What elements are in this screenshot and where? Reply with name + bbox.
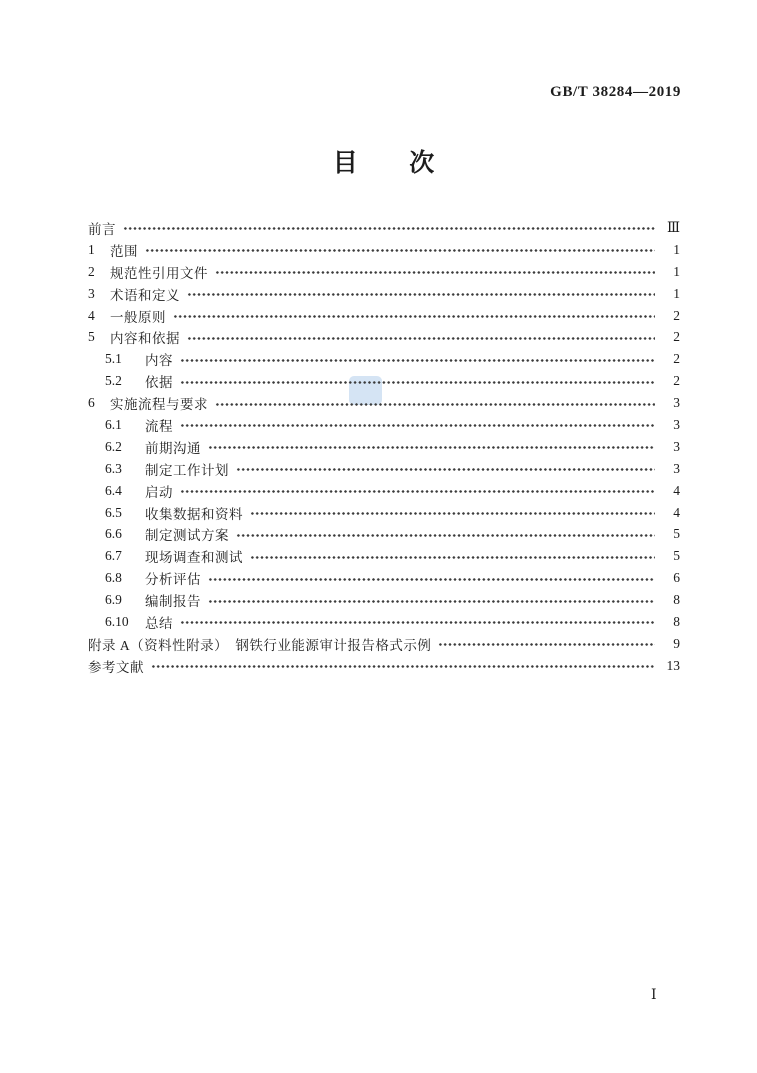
toc-entry-number: 6.5	[105, 504, 122, 520]
toc-entry	[88, 348, 680, 370]
toc-entry-number: 5.2	[105, 373, 122, 389]
toc-entry-number: 6.3	[105, 460, 122, 476]
toc-entry-page: 9	[673, 635, 680, 651]
toc-entry	[88, 611, 680, 633]
toc-entry-label: 流程	[145, 418, 173, 434]
toc-entry-label: 启动	[145, 484, 173, 500]
toc-entry	[88, 283, 680, 305]
toc-entry-number: 6.2	[105, 438, 122, 454]
toc-entry-number: 6.6	[105, 526, 122, 542]
toc-leader-dots	[236, 529, 655, 542]
toc-entry-label: 规范性引用文件	[110, 265, 208, 281]
toc-entry	[88, 305, 680, 327]
toc-entry-page: 1	[673, 285, 680, 301]
toc-leader-dots	[215, 266, 655, 279]
toc-entry-label: 参考文献	[88, 659, 144, 675]
toc-entry-page: 13	[666, 657, 680, 673]
toc-entry	[88, 370, 680, 392]
toc-entry-label: 术语和定义	[110, 287, 180, 303]
toc-entry-page: 1	[673, 263, 680, 279]
toc-entry	[88, 436, 680, 458]
toc-entry	[88, 326, 680, 348]
toc-entry	[88, 567, 680, 589]
toc-entry-number: 6.4	[105, 482, 122, 498]
toc-entry-number: 6.10	[105, 613, 129, 629]
toc-entry-number: 6.7	[105, 548, 122, 564]
toc-entry-page: 3	[673, 460, 680, 476]
toc-entry	[88, 633, 680, 655]
toc-entry-page: 2	[673, 329, 680, 345]
toc-leader-dots	[180, 485, 655, 498]
toc-entry-label: 实施流程与要求	[110, 397, 208, 413]
toc-entry-label: 内容	[145, 353, 173, 369]
toc-leader-dots	[151, 660, 655, 673]
toc-list	[88, 217, 680, 677]
toc-leader-dots	[215, 398, 655, 411]
toc-entry-label: 一般原则	[110, 309, 166, 325]
toc-entry-number: 1	[88, 241, 95, 257]
toc-leader-dots	[438, 638, 655, 651]
toc-leader-dots	[180, 376, 655, 389]
toc-leader-dots	[236, 463, 655, 476]
toc-leader-dots	[187, 332, 655, 345]
toc-leader-dots	[208, 441, 655, 454]
toc-entry-label: 总结	[145, 615, 173, 631]
toc-entry	[88, 217, 680, 239]
toc-entry	[88, 589, 680, 611]
toc-entry-page: 5	[673, 548, 680, 564]
toc-entry-label: 收集数据和资料	[145, 506, 243, 522]
toc-entry-page: 2	[673, 307, 680, 323]
toc-entry-label: 制定测试方案	[145, 528, 229, 544]
toc-entry-label: 附录 A（资料性附录） 钢铁行业能源审计报告格式示例	[88, 637, 432, 653]
toc-leader-dots	[250, 551, 655, 564]
toc-entry-label: 依据	[145, 375, 173, 391]
toc-entry	[88, 414, 680, 436]
footer-page-number: Ⅰ	[651, 988, 657, 1003]
toc-entry	[88, 523, 680, 545]
toc-entry-label: 现场调查和测试	[145, 550, 243, 566]
toc-entry-page: Ⅲ	[666, 219, 680, 235]
toc-entry-number: 5.1	[105, 351, 122, 367]
toc-entry-page: 1	[673, 241, 680, 257]
toc-entry	[88, 655, 680, 677]
toc-entry-page: 4	[673, 482, 680, 498]
toc-entry-page: 5	[673, 526, 680, 542]
toc-leader-dots	[180, 354, 655, 367]
toc-entry-number: 3	[88, 285, 95, 301]
toc-leader-dots	[145, 244, 655, 257]
toc-entry	[88, 502, 680, 524]
toc-entry	[88, 480, 680, 502]
toc-entry-number: 6.1	[105, 416, 122, 432]
toc-entry-label: 分析评估	[145, 572, 201, 588]
toc-entry-number: 4	[88, 307, 95, 323]
toc-entry-page: 4	[673, 504, 680, 520]
toc-leader-dots	[180, 419, 655, 432]
toc-entry-label: 制定工作计划	[145, 462, 229, 478]
toc-entry-number: 6.8	[105, 570, 122, 586]
toc-leader-dots	[208, 595, 655, 608]
toc-entry-page: 8	[673, 592, 680, 608]
toc-entry-page: 2	[673, 351, 680, 367]
toc-entry-page: 8	[673, 613, 680, 629]
toc-entry	[88, 239, 680, 261]
toc-entry-label: 前言	[88, 221, 116, 237]
toc-entry-number: 5	[88, 329, 95, 345]
toc-entry-label: 范围	[110, 243, 138, 259]
toc-entry	[88, 458, 680, 480]
toc-leader-dots	[123, 222, 655, 235]
toc-entry-number: 6.9	[105, 592, 122, 608]
toc-leader-dots	[250, 507, 655, 520]
toc-entry-page: 2	[673, 373, 680, 389]
toc-entry-number: 2	[88, 263, 95, 279]
toc-leader-dots	[173, 310, 655, 323]
toc-entry-label: 内容和依据	[110, 331, 180, 347]
toc-leader-dots	[180, 616, 655, 629]
page-title: 目 次	[332, 149, 436, 177]
toc-entry-page: 3	[673, 416, 680, 432]
toc-leader-dots	[187, 288, 655, 301]
toc-entry-page: 3	[673, 438, 680, 454]
toc-entry-label: 前期沟通	[145, 440, 201, 456]
toc-entry-page: 6	[673, 570, 680, 586]
toc-entry-page: 3	[673, 395, 680, 411]
standard-code: GB/T 38284—2019	[550, 84, 681, 100]
toc-entry	[88, 261, 680, 283]
toc-entry	[88, 545, 680, 567]
toc-entry-label: 编制报告	[145, 594, 201, 610]
toc-entry	[88, 392, 680, 414]
toc-leader-dots	[208, 573, 655, 586]
toc-entry-number: 6	[88, 395, 95, 411]
